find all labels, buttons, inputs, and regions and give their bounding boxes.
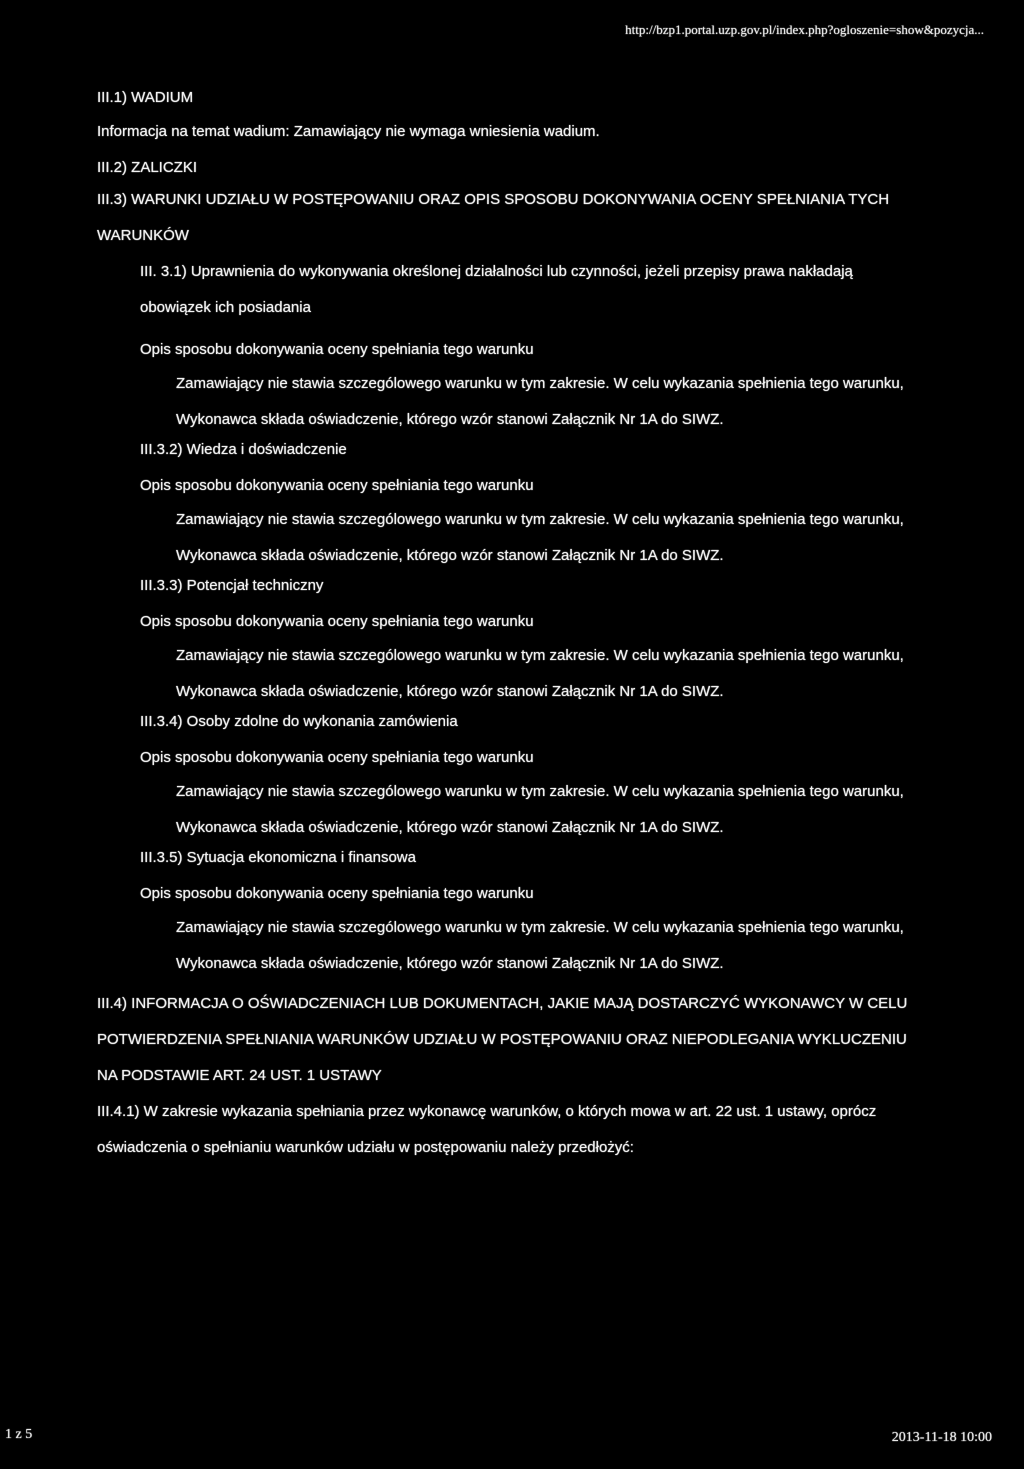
assessment-method-label: Opis sposobu dokonywania oceny spełniania tego warunku xyxy=(140,613,534,630)
assessment-method-label: Opis sposobu dokonywania oceny spełniania tego warunku xyxy=(140,477,534,494)
subsection-heading-potencjal: III.3.3) Potencjał techniczny xyxy=(140,577,324,594)
assessment-method-text: Zamawiający nie stawia szczególowego warunku w tym zakresie. W celu wykazania spełnienia tego warunku, Wykonawca składa oświadczenie, którego wzór stanowi Załącznik Nr 1A do SIWZ. xyxy=(176,919,904,972)
section-heading-wadium: III.1) WADIUM xyxy=(97,89,194,106)
assessment-method-label: Opis sposobu dokonywania oceny spełniania tego warunku xyxy=(140,885,534,902)
assessment-method-text: Zamawiający nie stawia szczególowego warunku w tym zakresie. W celu wykazania spełnienia tego warunku, Wykonawca składa oświadczenie, którego wzór stanowi Załącznik Nr 1A do SIWZ. xyxy=(176,375,904,428)
subsection-heading-zakres: III.4.1) W zakresie wykazania spełniania przez wykonawcę warunków, o których mowa w art. 22 ust. 1 ustawy, oprócz oświadczenia o spełnianiu warunków udziału w postępowaniu należy przedłożyć: xyxy=(97,1103,877,1156)
subsection-heading-sytuacja: III.3.5) Sytuacja ekonomiczna i finansowa xyxy=(140,849,416,866)
subsection-heading-osoby: III.3.4) Osoby zdolne do wykonania zamówienia xyxy=(140,713,458,730)
notice-content xyxy=(97,88,932,1166)
wadium-info: Informacja na temat wadium: Zamawiający nie wymaga wniesienia wadium. xyxy=(97,123,600,140)
assessment-method-text: Zamawiający nie stawia szczególowego warunku w tym zakresie. W celu wykazania spełnienia tego warunku, Wykonawca składa oświadczenie, którego wzór stanowi Załącznik Nr 1A do SIWZ. xyxy=(176,511,904,564)
subsection-heading-uprawnienia: III. 3.1) Uprawnienia do wykonywania określonej działalności lub czynności, jeżeli przepisy prawa nakładają obowiązek ich posiadania xyxy=(140,263,853,316)
subsection-heading-wiedza: III.3.2) Wiedza i doświadczenie xyxy=(140,441,347,458)
assessment-method-label: Opis sposobu dokonywania oceny spełniania tego warunku xyxy=(140,341,534,358)
section-heading-informacja: III.4) INFORMACJA O OŚWIADCZENIACH LUB DOKUMENTACH, JAKIE MAJĄ DOSTARCZYĆ WYKONAWCY W CELU POTWIERDZENIA SPEŁNIANIA WARUNKÓW UDZIAŁU W POSTĘPOWANIU ORAZ NIEPODLEGANIA WYKLUCZENIU NA PODSTAWIE ART. 24 UST. 1 USTAWY xyxy=(97,995,908,1084)
assessment-method-text: Zamawiający nie stawia szczególowego warunku w tym zakresie. W celu wykazania spełnienia tego warunku, Wykonawca składa oświadczenie, którego wzór stanowi Załącznik Nr 1A do SIWZ. xyxy=(176,647,904,700)
page-url: http://bzp1.portal.uzp.gov.pl/index.php?ogloszenie=show&pozycja... xyxy=(625,22,984,37)
print-datetime: 2013-11-18 10:00 xyxy=(891,1430,992,1445)
page-number: 1 z 5 xyxy=(5,1427,33,1442)
assessment-method-label: Opis sposobu dokonywania oceny spełniania tego warunku xyxy=(140,749,534,766)
section-heading-zaliczki: III.2) ZALICZKI xyxy=(97,159,198,176)
assessment-method-text: Zamawiający nie stawia szczególowego warunku w tym zakresie. W celu wykazania spełnienia tego warunku, Wykonawca składa oświadczenie, którego wzór stanowi Załącznik Nr 1A do SIWZ. xyxy=(176,783,904,836)
section-heading-warunki: III.3) WARUNKI UDZIAŁU W POSTĘPOWANIU ORAZ OPIS SPOSOBU DOKONYWANIA OCENY SPEŁNIANIA TYCH WARUNKÓW xyxy=(97,191,890,244)
